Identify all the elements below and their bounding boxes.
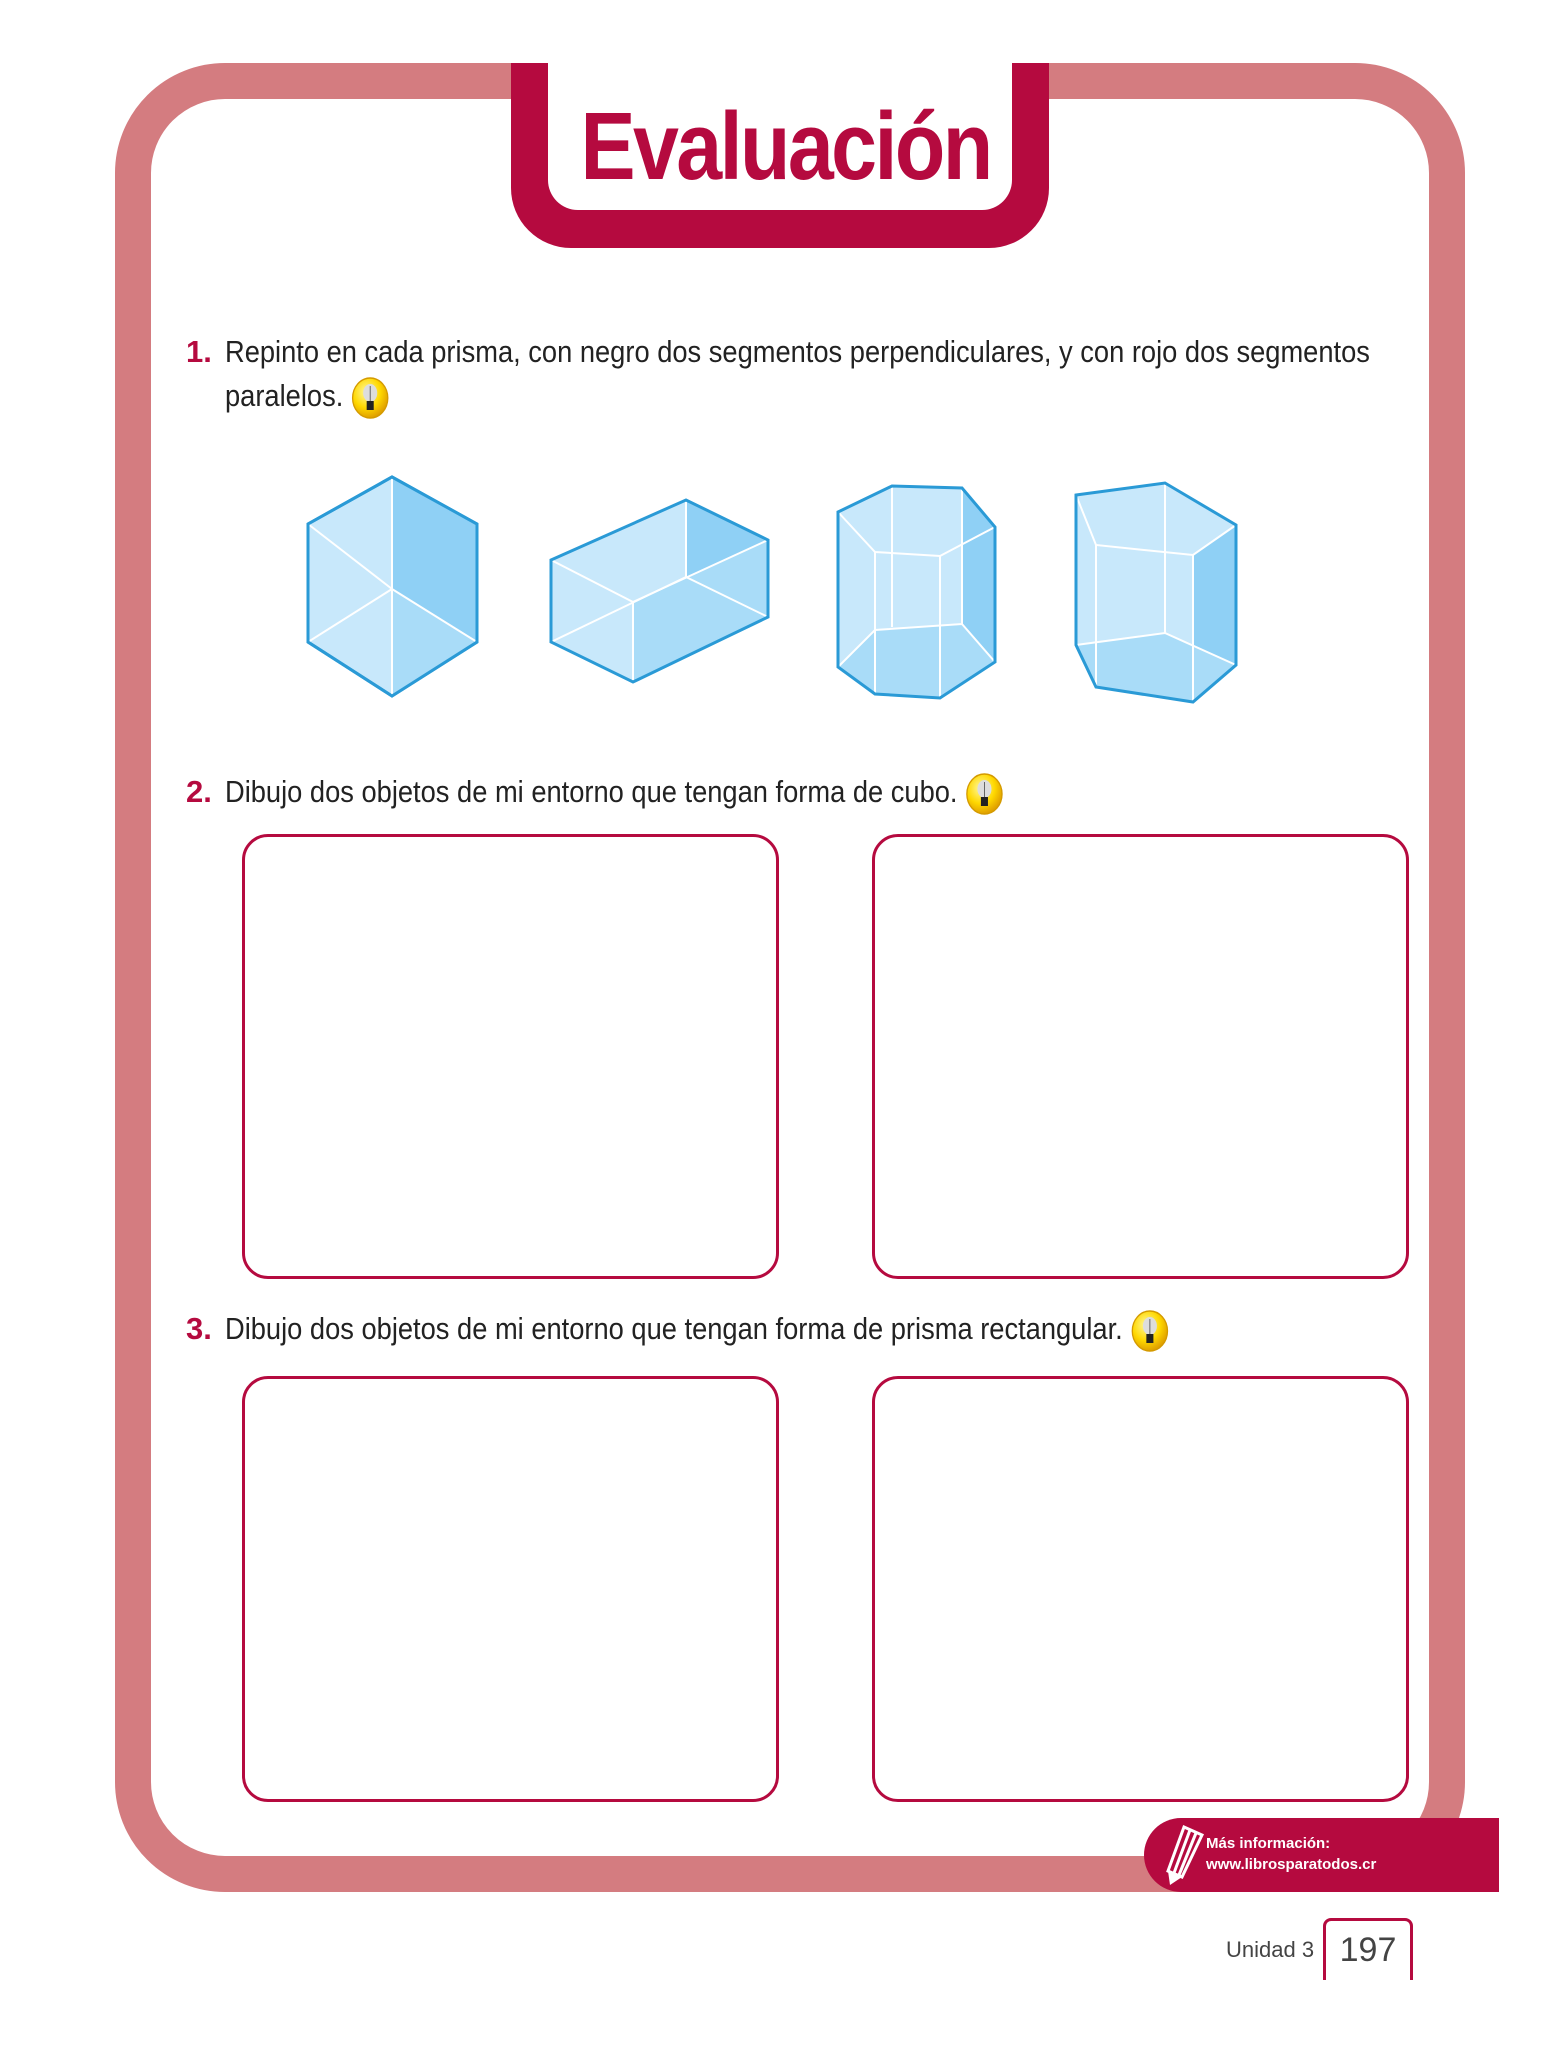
pentagonal-prism	[1073, 480, 1241, 705]
question-text-wrap	[225, 1307, 1169, 1353]
page-number: 197	[1323, 1918, 1413, 1980]
question-1	[186, 330, 1526, 420]
question-number: 2.	[186, 774, 212, 809]
cube-prism	[305, 474, 480, 699]
drawing-box-cube-1[interactable]	[242, 834, 779, 1279]
rectangular-prism	[548, 497, 773, 687]
question-text-cont	[225, 374, 390, 420]
lightbulb-icon[interactable]	[965, 772, 1004, 816]
question-text-line2: paralelos.	[225, 378, 344, 413]
more-info-text	[1206, 1833, 1376, 1875]
question-text: Dibujo dos objetos de mi entorno que tengan forma de prisma rectangular.	[225, 1311, 1123, 1346]
lightbulb-icon[interactable]	[351, 376, 390, 420]
drawing-box-cube-2[interactable]	[872, 834, 1409, 1279]
question-number: 1.	[186, 334, 212, 369]
pencil-icon	[1162, 1823, 1206, 1887]
drawing-box-prism-1[interactable]	[242, 1376, 779, 1802]
more-info-link[interactable]: www.librosparatodos.cr	[1206, 1856, 1377, 1873]
question-2	[186, 770, 1110, 816]
unit-label: Unidad 3	[1226, 1937, 1315, 1962]
question-number: 3.	[186, 1311, 212, 1346]
question-text: Repinto en cada prisma, con negro dos segmentos perpendiculares, y con rojo dos segmentos	[225, 334, 1370, 369]
drawing-box-prism-2[interactable]	[872, 1376, 1409, 1802]
lightbulb-icon[interactable]	[1130, 1309, 1169, 1353]
more-info-label: Más información:	[1206, 1835, 1331, 1852]
question-text: Dibujo dos objetos de mi entorno que tengan forma de cubo.	[225, 774, 958, 809]
question-text-wrap	[225, 770, 1004, 816]
page-title: Evaluación	[580, 93, 991, 200]
hexagonal-prism	[835, 482, 1000, 702]
question-3	[186, 1307, 1298, 1353]
